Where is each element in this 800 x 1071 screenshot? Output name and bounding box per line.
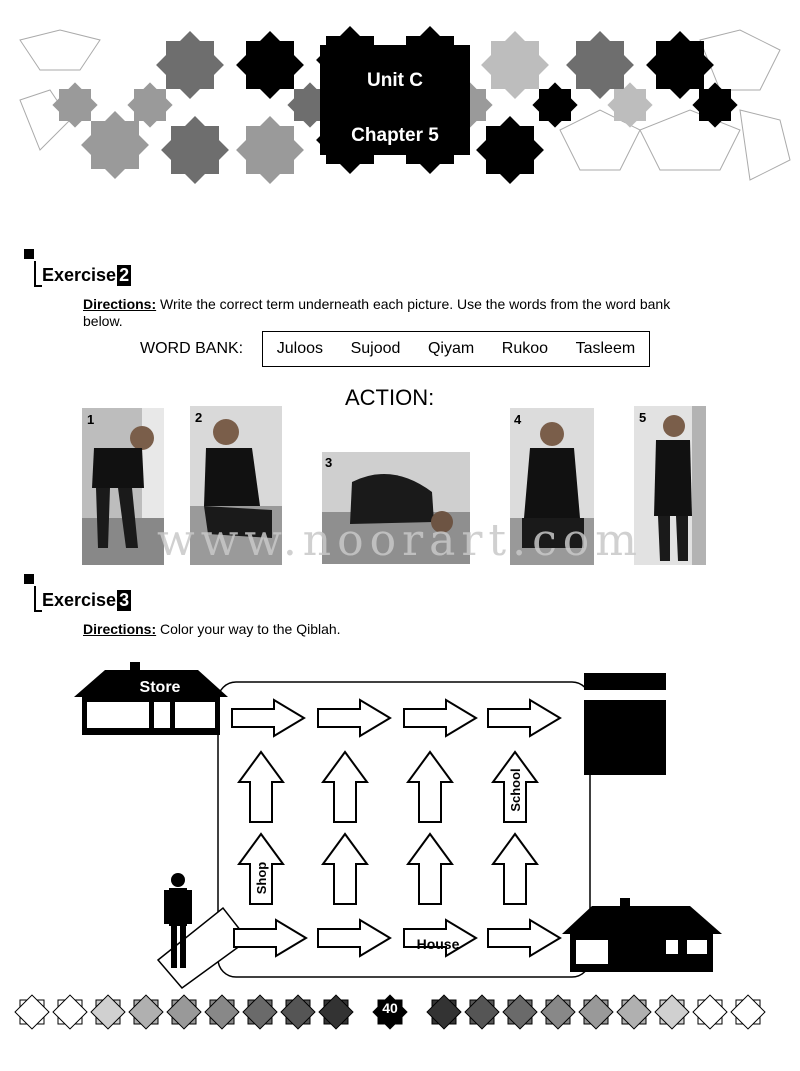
photo-number-1: 1 xyxy=(87,412,95,427)
house-building-icon xyxy=(562,898,722,972)
photo-number-2: 2 xyxy=(195,410,203,425)
photo-number-4: 4 xyxy=(514,412,522,427)
exercise-3-directions xyxy=(83,621,483,638)
arrow-up-icon[interactable] xyxy=(493,834,537,904)
page-number: 40 xyxy=(382,1000,398,1016)
photo-number-5: 5 xyxy=(639,410,647,425)
word-juloos: Juloos xyxy=(276,340,324,357)
arrow-right-icon[interactable] xyxy=(318,920,390,956)
word-bank xyxy=(262,331,650,367)
chapter-title: Chapter 5 xyxy=(351,125,439,146)
directions-text: Color your way to the Qiblah. xyxy=(160,621,341,637)
exercise-2-title: Exercise xyxy=(42,265,117,285)
arrow-up-icon[interactable] xyxy=(408,752,452,822)
heading-marker xyxy=(24,574,34,584)
word-tasleem: Tasleem xyxy=(575,340,636,357)
arrow-up-icon[interactable] xyxy=(323,834,367,904)
word-bank-label: WORD BANK: xyxy=(140,340,244,357)
exercise-2-heading xyxy=(42,265,131,286)
unit-title: Unit C xyxy=(367,70,423,91)
heading-marker xyxy=(24,249,34,259)
kaaba-icon xyxy=(584,673,666,775)
qiblah-maze xyxy=(0,640,800,1000)
store-label: Store xyxy=(139,679,181,696)
exercise-3-number: 3 xyxy=(119,590,130,610)
exercise-3-title: Exercise xyxy=(42,590,117,610)
house-label: House xyxy=(416,936,460,952)
exercise-2-directions xyxy=(83,296,693,330)
heading-bracket xyxy=(34,261,42,287)
school-label: School xyxy=(508,768,523,812)
store-building-icon xyxy=(74,662,228,735)
arrow-right-icon[interactable] xyxy=(232,700,304,736)
directions-label: Directions: xyxy=(83,621,157,637)
exercise-3-heading xyxy=(42,590,131,611)
arrow-right-icon[interactable] xyxy=(318,700,390,736)
arrow-up-icon[interactable] xyxy=(408,834,452,904)
exercise-2-number: 2 xyxy=(119,265,130,285)
arrow-right-icon[interactable] xyxy=(488,700,560,736)
heading-bracket xyxy=(34,586,42,612)
word-qiyam: Qiyam xyxy=(427,340,475,357)
arrow-right-icon[interactable] xyxy=(488,920,560,956)
word-rukoo: Rukoo xyxy=(501,340,549,357)
directions-label: Directions: xyxy=(83,296,157,312)
watermark: www.noorart.com xyxy=(157,515,643,566)
directions-text: Write the correct term underneath each picture. Use the words from the word bank below. xyxy=(83,296,671,329)
arrow-up-icon[interactable] xyxy=(239,752,283,822)
chapter-banner xyxy=(0,0,800,200)
word-sujood: Sujood xyxy=(350,340,401,357)
action-label: ACTION: xyxy=(345,385,435,410)
arrow-right-icon[interactable] xyxy=(404,700,476,736)
arrow-right-icon[interactable] xyxy=(234,920,306,956)
photo-number-3: 3 xyxy=(325,455,333,470)
shop-label: Shop xyxy=(254,861,269,895)
arrow-up-icon[interactable] xyxy=(323,752,367,822)
